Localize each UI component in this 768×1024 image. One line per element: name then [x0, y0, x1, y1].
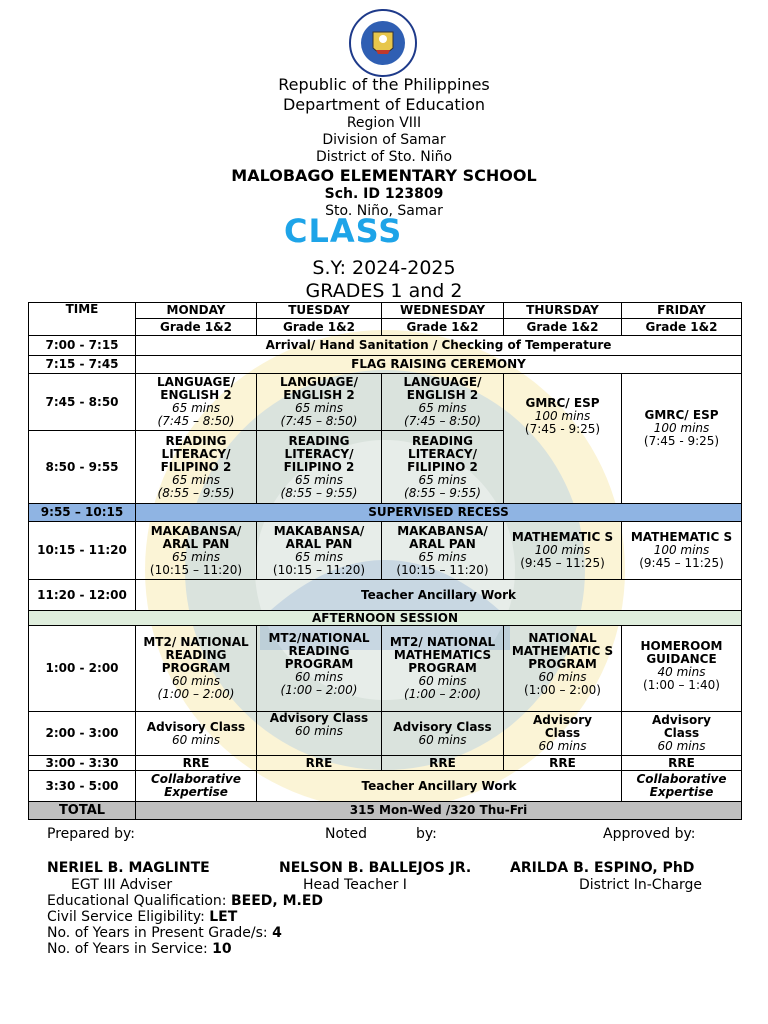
- subject-mins: 65 mins: [295, 472, 343, 487]
- recess-cell: SUPERVISED RECESS: [136, 504, 742, 522]
- collaborative-expertise-cell: Collaborative Expertise: [622, 771, 742, 802]
- subject-name: MAKABANSA/ ARAL PAN: [150, 523, 242, 551]
- years-service-label: No. of Years in Service:: [47, 941, 208, 957]
- subject-name: READING LITERACY/ FILIPINO 2: [283, 433, 355, 474]
- qualification-line: [47, 893, 323, 909]
- district-line: District of Sto. Niño: [315, 149, 453, 165]
- subject-name: MAKABANSA/ ARAL PAN: [273, 523, 365, 551]
- time-cell: 7:45 - 8:50: [29, 374, 136, 431]
- subject-name: Advisory Class: [393, 719, 492, 734]
- rre-cell: RRE: [136, 756, 257, 771]
- division-line: Division of Samar: [322, 132, 446, 148]
- grade-levels: GRADES 1 and 2: [305, 280, 463, 302]
- years-service-value: 10: [212, 941, 232, 957]
- subject-cell: [136, 431, 257, 504]
- subject-mins: 65 mins: [295, 401, 343, 415]
- time-cell: 3:00 - 3:30: [29, 756, 136, 771]
- subject-mins: 100 mins: [653, 421, 710, 435]
- class-title: CLASS: [284, 212, 403, 250]
- grade-cell: Grade 1&2: [257, 319, 382, 336]
- subject-name: MT2/ NATIONAL MATHEMATICS PROGRAM: [389, 635, 496, 675]
- subject-range: (9:45 – 11:25): [639, 556, 724, 570]
- subject-range: (1:00 – 2:00): [280, 683, 358, 697]
- time-header: TIME: [29, 303, 136, 336]
- flag-ceremony-cell: FLAG RAISING CEREMONY: [136, 356, 742, 374]
- ancillary-cell: Teacher Ancillary Work: [136, 580, 742, 611]
- subject-range: (7:45 – 8:50): [404, 414, 481, 428]
- subject-cell: [504, 626, 622, 712]
- table-row: [29, 580, 742, 611]
- subject-cell: [504, 522, 622, 580]
- time-cell: 10:15 - 11:20: [29, 522, 136, 580]
- subject-mins: 100 mins: [534, 543, 591, 557]
- subject-mins: 65 mins: [418, 549, 467, 564]
- subject-mins: 60 mins: [172, 732, 220, 747]
- noted-label: Noted: [325, 826, 368, 842]
- rre-cell: RRE: [257, 756, 382, 771]
- preparer-title: EGT III Adviser: [71, 877, 173, 893]
- subject-range: (10:15 – 11:20): [149, 562, 243, 577]
- grade-cell: Grade 1&2: [622, 319, 742, 336]
- table-row: [29, 756, 742, 771]
- day-thursday: THURSDAY: [504, 303, 622, 319]
- subject-cell: [136, 712, 257, 756]
- table-row: [29, 336, 742, 356]
- subject-mins: 60 mins: [657, 739, 706, 753]
- subject-mins: 60 mins: [418, 732, 467, 747]
- header-row: [29, 303, 742, 319]
- subject-range: (1:00 – 2:00): [157, 687, 235, 701]
- time-cell: 1:00 - 2:00: [29, 626, 136, 712]
- school-id: Sch. ID 123809: [324, 186, 444, 202]
- subject-name: LANGUAGE/ ENGLISH 2: [157, 375, 235, 402]
- day-friday: FRIDAY: [622, 303, 742, 319]
- grade-row: [29, 319, 742, 336]
- rre-cell: RRE: [504, 756, 622, 771]
- subject-name: MAKABANSA/ ARAL PAN: [397, 523, 488, 551]
- noted-by-label: by:: [416, 826, 437, 842]
- subject-name: Advisory Class: [269, 711, 369, 725]
- prepared-by-label: Prepared by:: [47, 826, 135, 842]
- grade-cell: Grade 1&2: [504, 319, 622, 336]
- rre-cell: RRE: [622, 756, 742, 771]
- subject-cell: [622, 374, 742, 504]
- civil-service-value: LET: [209, 909, 238, 925]
- subject-mins: 100 mins: [534, 409, 591, 423]
- ancillary-cell: Teacher Ancillary Work: [257, 771, 622, 802]
- table-row: [29, 374, 742, 431]
- region-line: Region VIII: [346, 115, 422, 131]
- subject-cell: [622, 626, 742, 712]
- subject-cell: [382, 712, 504, 756]
- subject-range: (1:00 – 1:40): [643, 678, 720, 692]
- subject-cell: [622, 522, 742, 580]
- subject-mins: 60 mins: [295, 670, 343, 684]
- preparer-name: NERIEL B. MAGLINTE: [47, 860, 210, 876]
- subject-name: HOMEROOM GUIDANCE: [640, 639, 723, 666]
- subject-name: Advisory Class: [533, 713, 592, 740]
- subject-mins: 60 mins: [538, 739, 587, 753]
- arrival-cell: Arrival/ Hand Sanitation / Checking of Temperature: [136, 336, 742, 356]
- subject-cell: [257, 626, 382, 712]
- subject-range: (8:55 – 9:55): [280, 485, 358, 500]
- afternoon-session-cell: AFTERNOON SESSION: [29, 611, 742, 626]
- subject-range: (10:15 – 11:20): [396, 562, 489, 577]
- subject-mins: 65 mins: [418, 472, 467, 487]
- total-label: TOTAL: [29, 802, 136, 820]
- subject-name: LANGUAGE/ ENGLISH 2: [403, 375, 482, 402]
- school-location: Sto. Niño, Samar: [325, 203, 443, 219]
- noter-name: NELSON B. BALLEJOS JR.: [279, 860, 472, 876]
- years-grade-value: 4: [272, 925, 282, 941]
- subject-name: MATHEMATIC S: [511, 530, 614, 544]
- approved-by-label: Approved by:: [603, 826, 696, 842]
- subject-range: (1:00 – 2:00): [524, 683, 601, 697]
- time-cell: 3:30 - 5:00: [29, 771, 136, 802]
- table-row: [29, 712, 742, 756]
- subject-range: (10:15 – 11:20): [272, 562, 366, 577]
- subject-cell: [257, 712, 382, 756]
- subject-cell: [257, 374, 382, 431]
- grade-cell: Grade 1&2: [136, 319, 257, 336]
- subject-name: GMRC/ ESP: [644, 408, 719, 422]
- time-cell: 2:00 - 3:00: [29, 712, 136, 756]
- subject-mins: 100 mins: [653, 543, 710, 557]
- subject-mins: 65 mins: [172, 472, 220, 487]
- subject-cell: [257, 522, 382, 580]
- table-row: [29, 356, 742, 374]
- subject-name: MT2/ NATIONAL READING PROGRAM: [143, 635, 249, 675]
- subject-cell: [622, 712, 742, 756]
- subject-cell: [382, 374, 504, 431]
- table-row: [29, 504, 742, 522]
- subject-mins: 60 mins: [538, 670, 587, 684]
- class-schedule-table: [28, 302, 742, 820]
- subject-cell: [382, 626, 504, 712]
- subject-name: READING LITERACY/ FILIPINO 2: [160, 433, 232, 474]
- rre-cell: RRE: [382, 756, 504, 771]
- subject-name: NATIONAL MATHEMATIC S PROGRAM: [511, 631, 614, 671]
- subject-range: (9:45 – 11:25): [520, 556, 605, 570]
- subject-name: MT2/NATIONAL READING PROGRAM: [268, 631, 370, 671]
- subject-cell: [257, 431, 382, 504]
- subject-cell: [382, 431, 504, 504]
- qualification-label: Educational Qualification:: [47, 893, 227, 909]
- noter-title: Head Teacher I: [303, 877, 407, 893]
- subject-name: GMRC/ ESP: [525, 396, 600, 410]
- time-cell: 9:55 – 10:15: [29, 504, 136, 522]
- subject-cell: [136, 626, 257, 712]
- table-row: [29, 611, 742, 626]
- subject-cell: [136, 522, 257, 580]
- day-wednesday: WEDNESDAY: [382, 303, 504, 319]
- civil-service-label: Civil Service Eligibility:: [47, 909, 205, 925]
- deped-seal: [344, 8, 422, 78]
- subject-mins: 65 mins: [172, 549, 220, 564]
- years-grade-label: No. of Years in Present Grade/s:: [47, 925, 268, 941]
- subject-range: (8:55 – 9:55): [157, 485, 235, 500]
- day-monday: MONDAY: [136, 303, 257, 319]
- subject-mins: 65 mins: [172, 401, 220, 415]
- subject-cell: [136, 374, 257, 431]
- total-value: 315 Mon-Wed /320 Thu-Fri: [136, 802, 742, 820]
- subject-name: READING LITERACY/ FILIPINO 2: [407, 433, 478, 474]
- subject-cell: [504, 712, 622, 756]
- subject-name: MATHEMATIC S: [630, 530, 733, 544]
- years-service-line: [47, 941, 232, 957]
- civil-service-line: [47, 909, 237, 925]
- subject-mins: 65 mins: [418, 401, 467, 415]
- table-row: [29, 626, 742, 712]
- time-cell: 7:15 - 7:45: [29, 356, 136, 374]
- subject-mins: 40 mins: [657, 665, 706, 679]
- total-row: [29, 802, 742, 820]
- republic-line: Republic of the Philippines: [278, 75, 490, 94]
- subject-name: Advisory Class: [146, 719, 246, 734]
- time-cell: 7:00 - 7:15: [29, 336, 136, 356]
- subject-range: (8:55 – 9:55): [404, 485, 481, 500]
- subject-range: (1:00 – 2:00): [404, 687, 481, 701]
- subject-range: (7:45 – 8:50): [157, 414, 235, 428]
- subject-cell: [504, 374, 622, 504]
- years-grade-line: [47, 925, 282, 941]
- subject-name: LANGUAGE/ ENGLISH 2: [280, 375, 358, 402]
- day-tuesday: TUESDAY: [257, 303, 382, 319]
- school-year: S.Y: 2024-2025: [312, 257, 456, 279]
- school-name: MALOBAGO ELEMENTARY SCHOOL: [231, 166, 537, 185]
- collaborative-expertise-cell: Collaborative Expertise: [136, 771, 257, 802]
- subject-name: Advisory Class: [652, 713, 711, 740]
- subject-range: (7:45 - 9:25): [524, 422, 601, 436]
- table-row: [29, 771, 742, 802]
- subject-range: (7:45 – 8:50): [280, 414, 358, 428]
- subject-mins: 60 mins: [418, 674, 467, 688]
- grade-cell: Grade 1&2: [382, 319, 504, 336]
- subject-mins: 60 mins: [172, 674, 220, 688]
- time-cell: 8:50 - 9:55: [29, 431, 136, 504]
- subject-mins: 65 mins: [295, 549, 343, 564]
- qualification-value: BEED, M.ED: [230, 893, 323, 909]
- department-line: Department of Education: [282, 95, 486, 114]
- approver-title: District In-Charge: [579, 877, 703, 893]
- approver-name: ARILDA B. ESPINO, PhD: [510, 860, 695, 876]
- subject-cell: [382, 522, 504, 580]
- time-cell: 11:20 - 12:00: [29, 580, 136, 611]
- subject-range: (7:45 - 9:25): [643, 434, 720, 448]
- table-row: [29, 522, 742, 580]
- subject-mins: 60 mins: [295, 724, 343, 738]
